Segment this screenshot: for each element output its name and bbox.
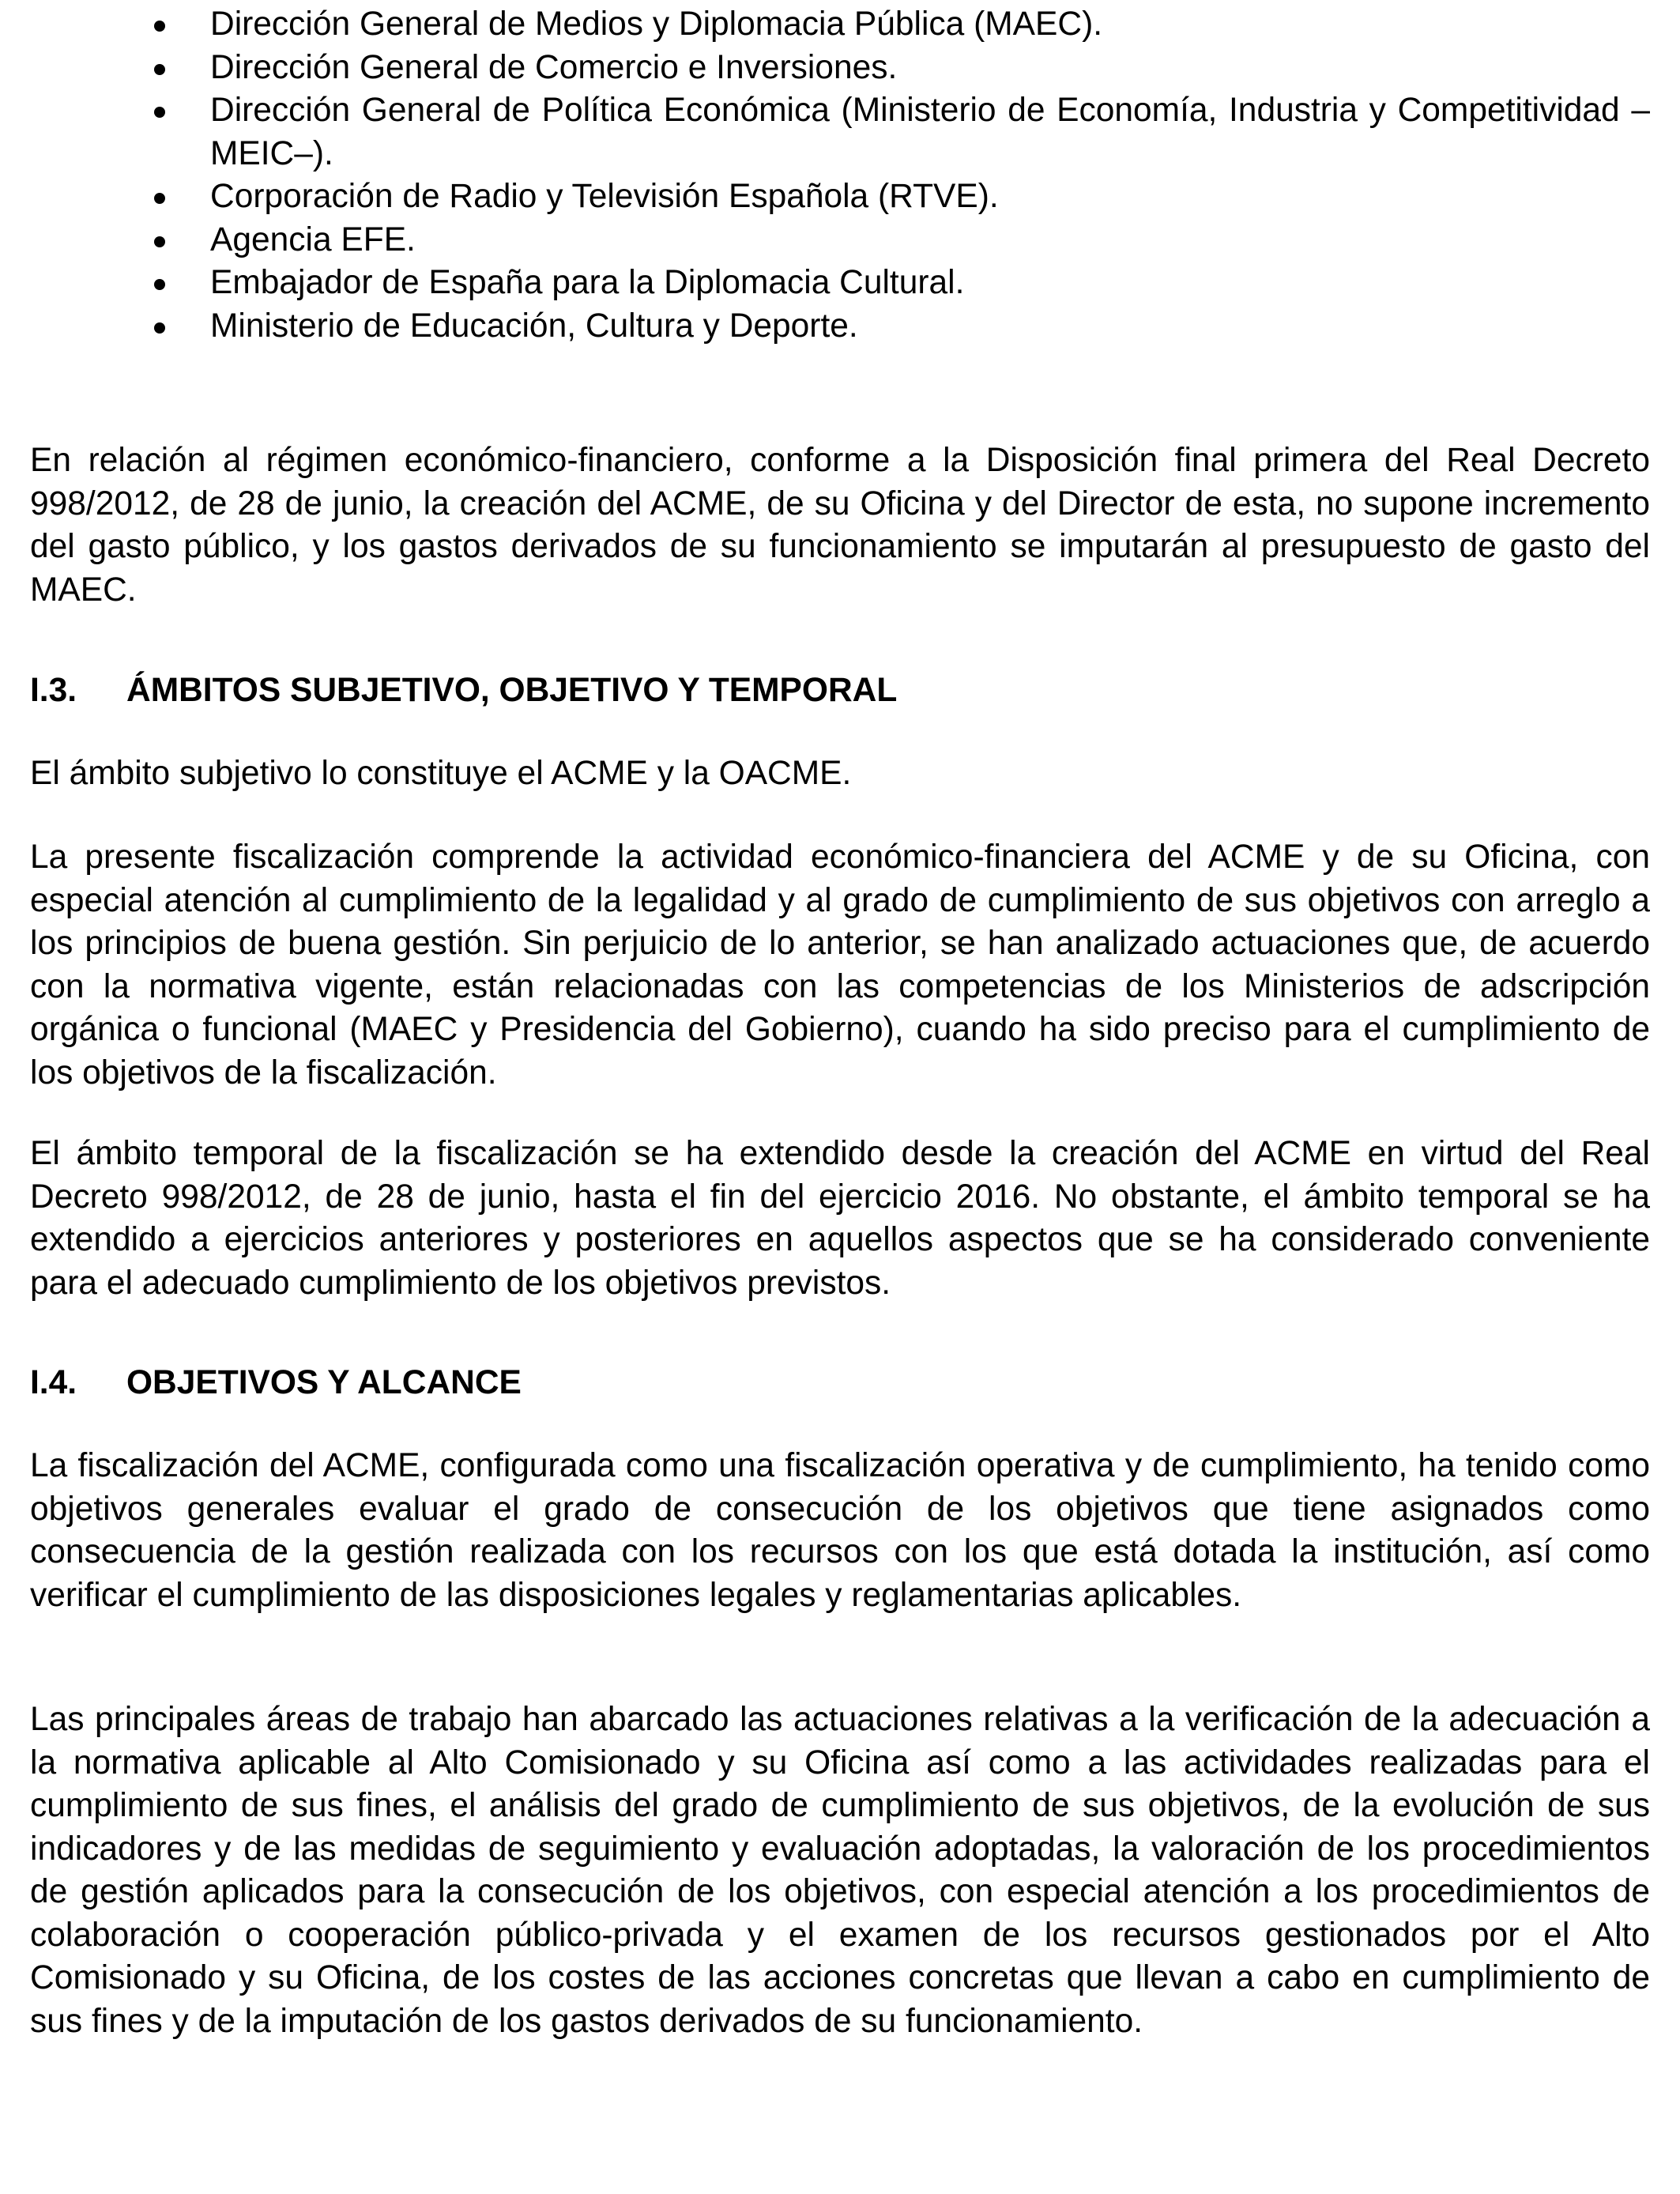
list-item-text: Embajador de España para la Diplomacia Cultural. — [210, 264, 965, 301]
bullet-dot-icon — [154, 236, 165, 247]
bullet-dot-icon — [154, 279, 165, 290]
bullet-dot-icon — [154, 322, 165, 334]
list-item — [30, 262, 1650, 305]
list-item-text: Dirección General de Comercio e Inversiones. — [210, 48, 898, 86]
section-heading-i3 — [30, 669, 1650, 713]
list-item — [30, 47, 1650, 90]
list-item-text: Agencia EFE. — [210, 221, 416, 258]
section-number: I.3. — [30, 672, 77, 709]
bullet-dot-icon — [154, 64, 165, 75]
list-item-text: Corporación de Radio y Televisión Española (RTVE). — [210, 178, 999, 215]
list-item-text: Dirección General de Medios y Diplomacia Pública (MAEC). — [210, 6, 1103, 43]
bullet-list — [30, 3, 1650, 348]
section-title: OBJETIVOS Y ALCANCE — [126, 1364, 522, 1401]
paragraph-ambito-objetivo: La presente fiscalización comprende la actividad económico-financiera del ACME y de su Oficina, con especial atención al cumplimiento de la legalidad y al grado de cumplimiento de sus objetivos con arreglo a los principios de buena gestión. Sin perjuicio de lo anterior, se han analizado actuaciones que, de acuerdo con la normativa vigente, están relacionadas con las competencias de los Ministerios de adscripción orgánica o funcional (MAEC y Presidencia del Gobierno), cuando ha sido preciso para el cumplimiento de los objetivos de la fiscalización. — [30, 839, 1650, 1091]
bullet-dot-icon — [154, 107, 165, 118]
list-item — [30, 175, 1650, 219]
list-item-text: Dirección General de Política Económica (Ministerio de Economía, Industria y Competitividad –MEIC–). — [210, 92, 1650, 172]
list-item — [30, 219, 1650, 262]
paragraph-areas-trabajo: Las principales áreas de trabajo han abarcado las actuaciones relativas a la verificación de la adecuación a la normativa aplicable al Alto Comisionado y su Oficina así como a las actividades realizadas para el cumplimiento de sus fines, el análisis del grado de cumplimiento de sus objetivos, de la evolución de sus indicadores y de las medidas de seguimiento y evaluación adoptadas, la valoración de los procedimientos de gestión aplicados para la consecución de los objetivos, con especial atención a los procedimientos de colaboración o cooperación público-privada y el examen de los recursos gestionados por el Alto Comisionado y su Oficina, de los costes de las acciones concretas que llevan a cabo en cumplimiento de sus fines y de la imputación de los gastos derivados de su funcionamiento. — [30, 1701, 1650, 2040]
list-item-text: Ministerio de Educación, Cultura y Deporte. — [210, 307, 858, 345]
bullet-dot-icon — [154, 193, 165, 204]
bullet-dot-icon — [154, 21, 165, 32]
section-number: I.4. — [30, 1364, 77, 1401]
list-item — [30, 3, 1650, 47]
list-item — [30, 305, 1650, 349]
paragraph-objetivos-generales: La fiscalización del ACME, configurada como una fiscalización operativa y de cumplimiento, ha tenido como objetivos generales evaluar el grado de consecución de los objetivos que tiene asignados como consecuencia de la gestión realizada con los recursos con los que está dotada la institución, así como verificar el cumplimiento de las disposiciones legales y reglamentarias aplicables. — [30, 1447, 1650, 1614]
section-title: ÁMBITOS SUBJETIVO, OBJETIVO Y TEMPORAL — [126, 672, 898, 709]
section-heading-i4 — [30, 1362, 1650, 1405]
paragraph-ambito-subjetivo: El ámbito subjetivo lo constituye el ACME y la OACME. — [30, 755, 852, 792]
list-item — [30, 89, 1650, 175]
paragraph-regimen: En relación al régimen económico-financiero, conforme a la Disposición final primera del Real Decreto 998/2012, de 28 de junio, la creación del ACME, de su Oficina y del Director de esta, no supone incremento del gasto público, y los gastos derivados de su funcionamiento se imputarán al presupuesto de gasto del MAEC. — [30, 442, 1650, 609]
paragraph-ambito-temporal: El ámbito temporal de la fiscalización se ha extendido desde la creación del ACME en virtud del Real Decreto 998/2012, de 28 de junio, hasta el fin del ejercicio 2016. No obstante, el ámbito temporal se ha extendido a ejercicios anteriores y posteriores en aquellos aspectos que se ha considerado conveniente para el adecuado cumplimiento de los objetivos previstos. — [30, 1135, 1650, 1302]
